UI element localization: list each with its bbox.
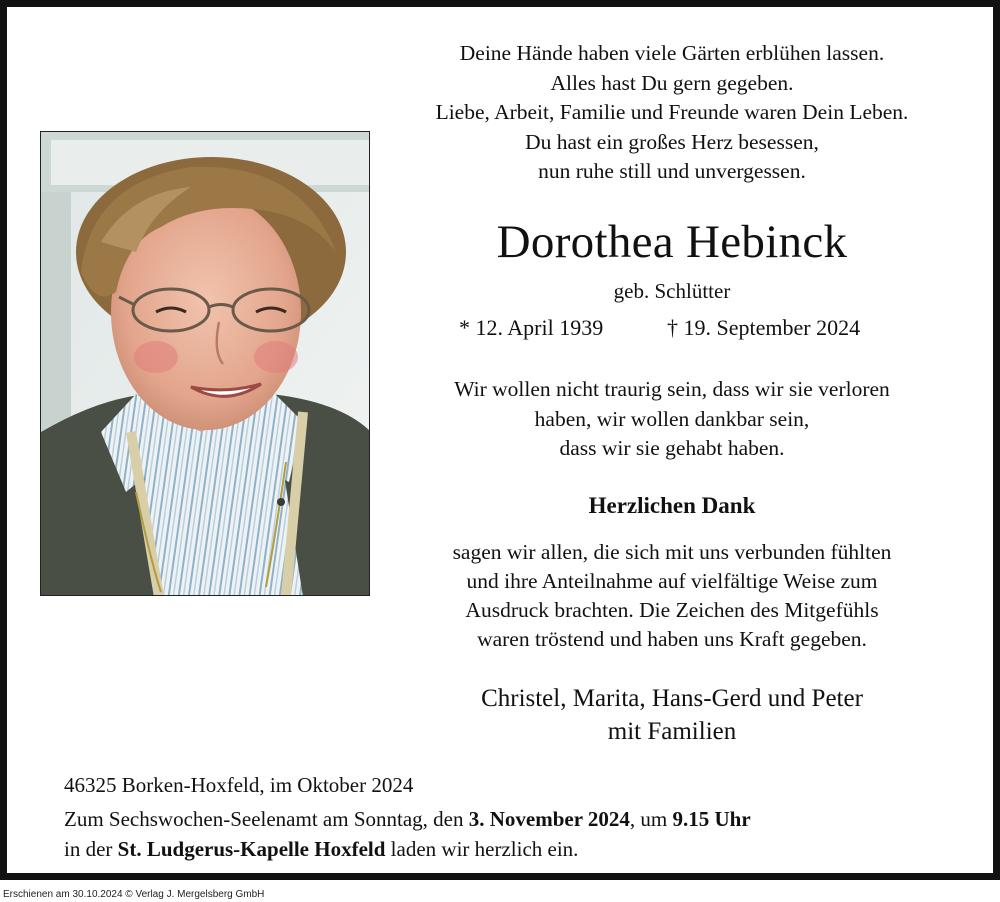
birth-date: * 12. April 1939 bbox=[459, 315, 604, 340]
quote-line: haben, wir wollen dankbar sein, bbox=[534, 406, 810, 431]
poem bbox=[387, 39, 957, 187]
deceased-name: Dorothea Hebinck bbox=[496, 216, 848, 268]
thanks-line: waren tröstend und haben uns Kraft gegeben. bbox=[477, 627, 867, 651]
service-line-1 bbox=[64, 805, 751, 834]
family-line: Christel, Marita, Hans-Gerd und Peter bbox=[481, 685, 863, 712]
service-date: 3. November 2024 bbox=[468, 807, 630, 831]
service-text: in der bbox=[64, 837, 118, 861]
portrait-illustration bbox=[41, 132, 370, 596]
quote-line: dass wir sie gehabt haben. bbox=[559, 436, 785, 460]
service-time: 9.15 Uhr bbox=[672, 807, 751, 831]
poem-line: Du hast ein großes Herz besessen, bbox=[525, 129, 819, 154]
publication-footer: Erschienen am 30.10.2024 © Verlag J. Mergelsberg GmbH bbox=[3, 889, 265, 900]
thanks-line: sagen wir allen, die sich mit uns verbunden fühlten bbox=[452, 540, 892, 564]
death-date: † 19. September 2024 bbox=[667, 315, 861, 340]
poem-line: Liebe, Arbeit, Familie und Freunde waren Dein Leben. bbox=[435, 100, 909, 124]
poem-line: Deine Hände haben viele Gärten erblühen lassen. bbox=[459, 41, 885, 65]
thanks-line: Ausdruck brachten. Die Zeichen des Mitgefühls bbox=[465, 598, 879, 622]
quote bbox=[387, 375, 957, 464]
service-text: , um bbox=[629, 807, 673, 831]
poem-line: nun ruhe still und unvergessen. bbox=[538, 159, 806, 183]
family-signature bbox=[387, 682, 957, 748]
portrait-photo bbox=[40, 131, 370, 596]
thanks-text bbox=[387, 538, 957, 654]
place-date: 46325 Borken-Hoxfeld, im Oktober 2024 bbox=[64, 773, 414, 797]
poem-line: Alles hast Du gern gegeben. bbox=[550, 70, 794, 95]
thanks-title: Herzlichen Dank bbox=[588, 493, 756, 518]
quote-line: Wir wollen nicht traurig sein, dass wir sie verloren bbox=[454, 377, 890, 401]
service-location: St. Ludgerus-Kapelle Hoxfeld bbox=[117, 837, 386, 861]
service-line-2 bbox=[64, 835, 578, 864]
thanks-line: und ihre Anteilnahme auf vielfältige Weise zum bbox=[466, 569, 878, 593]
family-line: mit Familien bbox=[607, 718, 737, 745]
service-text: Zum Sechswochen-Seelenamt am Sonntag, den bbox=[64, 807, 469, 831]
service-text: laden wir herzlich ein. bbox=[385, 837, 579, 861]
birth-name: geb. Schlütter bbox=[613, 279, 731, 303]
